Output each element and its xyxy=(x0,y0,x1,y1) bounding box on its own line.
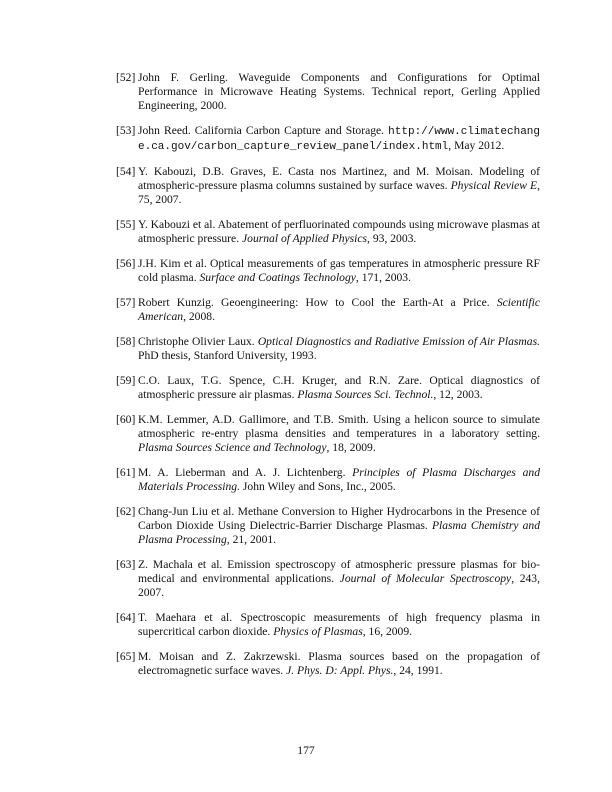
reference-number: [64] xyxy=(116,611,136,624)
reference-title-italic: Physics of Plasmas xyxy=(273,625,363,638)
reference-text: K.M. Lemmer, A.D. Gallimore, and T.B. Smith. Using a helicon source to simulate atmospheric re-entry plasma densities and temperatures in a laboratory setting. xyxy=(138,413,540,440)
reference-title-italic: J. Phys. D: Appl. Phys. xyxy=(286,664,394,677)
reference-title-italic: Surface and Coatings Technology xyxy=(199,271,356,284)
reference-entry xyxy=(116,165,540,207)
reference-number: [65] xyxy=(116,650,136,663)
reference-number: [54] xyxy=(116,165,136,178)
reference-text: John Reed. California Carbon Capture and Storage. xyxy=(138,124,389,137)
reference-entry xyxy=(116,558,540,600)
reference-number: [58] xyxy=(116,335,136,348)
reference-text-tail: , 12, 2003. xyxy=(433,388,483,401)
reference-entry xyxy=(116,374,540,402)
reference-text: John F. Gerling. Waveguide Components and Configurations for Optimal Performance in Microwave Heating Systems. Technical report, Gerling Applied Engineering, 2000. xyxy=(138,71,540,112)
reference-text-tail: , 21, 2001. xyxy=(226,533,277,546)
reference-text: M. A. Lieberman and A. J. Lichtenberg. xyxy=(138,466,353,479)
reference-number: [62] xyxy=(116,505,136,518)
reference-number: [63] xyxy=(116,558,136,571)
reference-title-italic: Plasma Chemistry and Plasma Processing xyxy=(138,519,540,546)
reference-title-italic: Plasma Sources Science and Technology xyxy=(138,441,327,454)
reference-number: [52] xyxy=(116,71,136,84)
reference-number: [57] xyxy=(116,296,136,309)
reference-text-tail: , 93, 2003. xyxy=(367,232,417,245)
reference-number: [61] xyxy=(116,466,136,479)
reference-text-tail: , 171, 2003. xyxy=(355,271,411,284)
reference-entry xyxy=(116,124,540,154)
reference-title-italic: Physical Review E xyxy=(450,179,538,192)
reference-text: Christophe Olivier Laux. xyxy=(138,335,258,348)
reference-title-italic: Principles of Plasma Discharges and Materials Processing. xyxy=(138,466,540,493)
reference-entry xyxy=(116,650,540,678)
reference-text: M. Moisan and Z. Zakrzewski. Plasma sources based on the propagation of electromagnetic surface waves. xyxy=(138,650,540,677)
reference-text-tail: , 75, 2007. xyxy=(138,179,540,206)
reference-text-tail: , May 2012. xyxy=(448,139,505,152)
reference-text: C.O. Laux, T.G. Spence, C.H. Kruger, and R.N. Zare. Optical diagnostics of atmospheric pressure air plasmas. xyxy=(138,374,540,401)
reference-title-italic: Scientific American xyxy=(138,296,540,323)
reference-title-italic: Journal of Molecular Spectroscopy xyxy=(339,572,512,585)
reference-text-tail: PhD thesis, Stanford University, 1993. xyxy=(138,349,317,362)
reference-text-tail: , 2008. xyxy=(183,310,215,323)
bibliography-list xyxy=(116,71,540,689)
reference-text-tail: , 16, 2009. xyxy=(362,625,413,638)
reference-entry xyxy=(116,296,540,324)
reference-title-italic: Journal of Applied Physics xyxy=(242,232,368,245)
reference-text-tail: , 24, 1991. xyxy=(393,664,443,677)
reference-text: Robert Kunzig. Geoengineering: How to Cool the Earth-At a Price. xyxy=(138,296,497,309)
reference-entry xyxy=(116,466,540,494)
reference-entry xyxy=(116,218,540,246)
reference-text: J.H. Kim et al. Optical measurements of gas temperatures in atmospheric pressure RF cold plasma. xyxy=(138,257,540,284)
reference-text: Y. Kabouzi, D.B. Graves, E. Casta nos Martinez, and M. Moisan. Modeling of atmospheric-pressure plasma columns sustained by surface waves. xyxy=(138,165,540,192)
reference-title-italic: Optical Diagnostics and Radiative Emission of Air Plasmas. xyxy=(257,335,540,348)
reference-number: [53] xyxy=(116,124,136,137)
reference-url: http://www.climatechange.ca.gov/carbon_capture_review_panel/index.html xyxy=(138,126,540,153)
reference-entry xyxy=(116,257,540,285)
reference-entry xyxy=(116,335,540,363)
reference-entry xyxy=(116,71,540,113)
reference-text: Chang-Jun Liu et al. Methane Conversion to Higher Hydrocarbons in the Presence of Carbon Dioxide Using Dielectric-Barrier Discharge Plasmas. xyxy=(138,505,540,532)
reference-text-tail: , 243, 2007. xyxy=(138,572,540,599)
reference-number: [56] xyxy=(116,257,136,270)
reference-title-italic: Plasma Sources Sci. Technol. xyxy=(297,388,434,401)
reference-entry xyxy=(116,611,540,639)
reference-text-tail: , 18, 2009. xyxy=(326,441,376,454)
reference-text: T. Maehara et al. Spectroscopic measurements of high frequency plasma in supercritical carbon dioxide. xyxy=(138,611,540,638)
reference-entry xyxy=(116,505,540,547)
reference-text: Y. Kabouzi et al. Abatement of perfluorinated compounds using microwave plasmas at atmospheric pressure. xyxy=(138,218,540,245)
reference-text-tail: John Wiley and Sons, Inc., 2005. xyxy=(239,480,396,493)
reference-number: [60] xyxy=(116,413,136,426)
reference-number: [59] xyxy=(116,374,136,387)
page-number: 177 xyxy=(297,744,315,757)
reference-text: Z. Machala et al. Emission spectroscopy of atmospheric pressure plasmas for bio-medical and environmental applications. xyxy=(138,558,540,585)
reference-number: [55] xyxy=(116,218,136,231)
reference-entry xyxy=(116,413,540,455)
